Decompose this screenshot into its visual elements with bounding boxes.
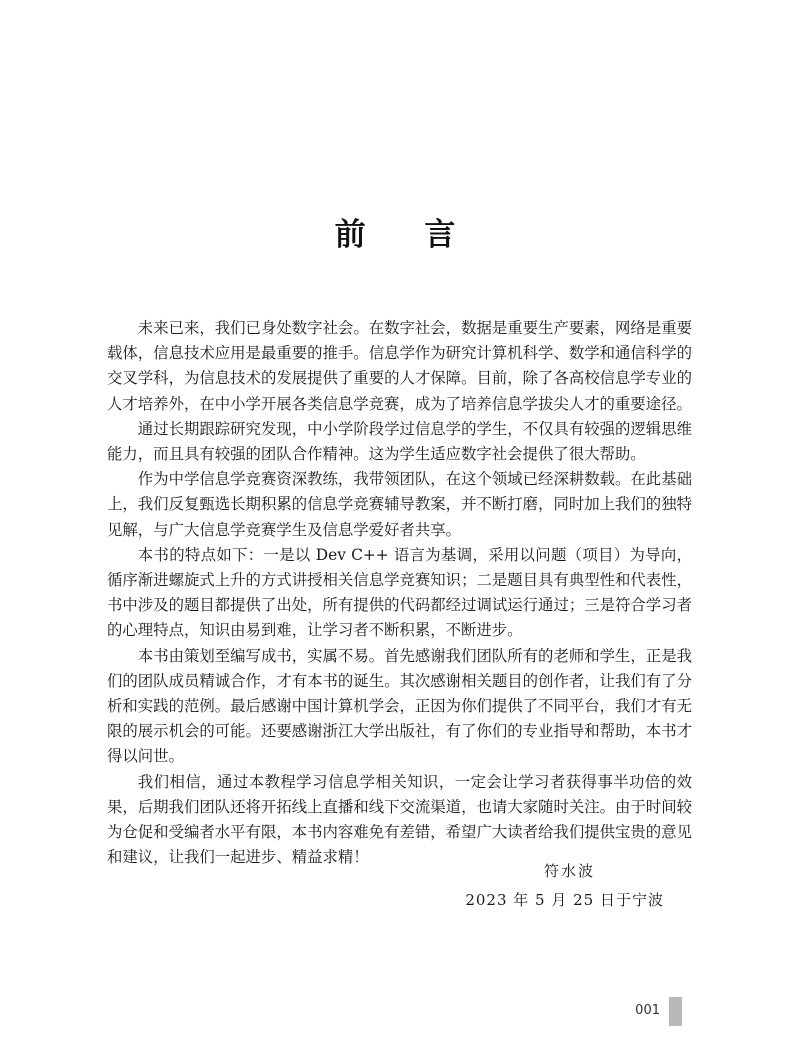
paragraph: 作为中学信息学竞赛资深教练，我带领团队，在这个领域已经深耕数载。在此基础上，我们反复甄选长期积累的信息学竞赛辅导教案，并不断打磨，同时加上我们的独特见解，与广大信息学竞赛学生及信息学爱好者共享。 — [107, 470, 692, 539]
signature-date: 2023 年 5 月 25 日于宁波 — [465, 891, 664, 909]
paragraph: 本书由策划至编写成书，实属不易。首先感谢我们团队所有的老师和学生，正是我们的团队成员精诚合作，才有本书的诞生。其次感谢相关题目的创作者，让我们有了分析和实践的范例。最后感谢中国计算机学会，正因为你们提供了不同平台，我们才有无限的展示机会的可能。还要感谢浙江大学出版社，有了你们的专业指导和帮助，本书才得以问世。 — [107, 646, 692, 766]
page-number: 001 — [635, 1003, 660, 1018]
author-signature: 符水波 — [543, 862, 595, 880]
paragraph: 我们相信，通过本教程学习信息学相关知识，一定会让学习者获得事半功倍的效果，后期我们团队还将开拓线上直播和线下交流渠道，也请大家随时关注。由于时间较为仓促和受编者水平有限，本书内容难免有差错，希望广大读者给我们提供宝贵的意见和建议，让我们一起进步、精益求精！ — [107, 772, 692, 867]
paragraph: 未来已来，我们已身处数字社会。在数字社会，数据是重要生产要素，网络是重要载体，信息技术应用是最重要的推手。信息学作为研究计算机科学、数学和通信科学的交叉学科，为信息技术的发展提供了重要的人才保障。目前，除了各高校信息学专业的人才培养外，在中小学开展各类信息学竞赛，成为了培养信息学拔尖人才的重要途径。 — [107, 319, 692, 413]
page-edge-tab — [669, 997, 682, 1026]
page-title: 前 言 — [334, 216, 480, 253]
paragraph: 通过长期跟踪研究发现，中小学阶段学过信息学的学生，不仅具有较强的逻辑思维能力，而且具有较强的团队合作精神。这为学生适应数字社会提供了很大帮助。 — [107, 419, 692, 464]
paragraph: 本书的特点如下：一是以 Dev C++ 语言为基调，采用以问题（项目）为导向，循序渐进螺旋式上升的方式讲授相关信息学竞赛知识；二是题目具有典型性和代表性，书中涉及的题目都提供了出处，所有提供的代码都经过调试运行通过；三是符合学习者的心理特点，知识由易到难，让学习者不断积累，不断进步。 — [107, 545, 692, 640]
preface-body — [107, 316, 692, 870]
